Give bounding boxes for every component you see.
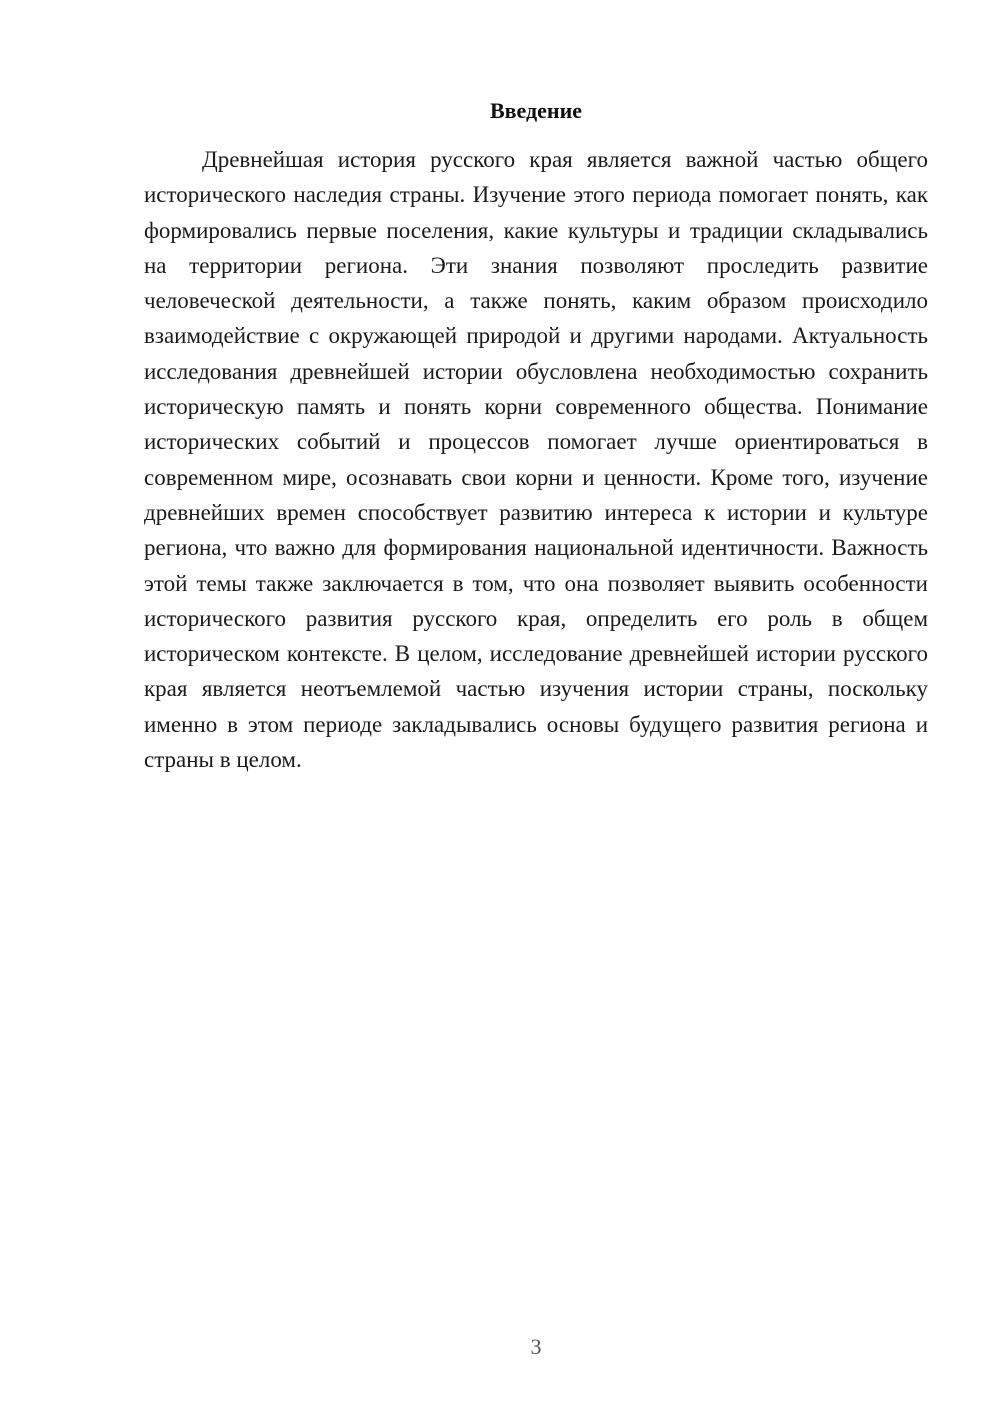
section-title: Введение (489, 98, 583, 123)
page-number: 3 (530, 1334, 542, 1359)
introduction-paragraph: Древнейшая история русского края является важной частью общего исторического наследия страны. Изучение этого периода помогает понять, как формировались первые поселения, какие культуры и традиции складывались на территории региона. Эти знания позволяют проследить развитие человеческой деятельности, а также понять, каким образом происходило взаимодействие с окружающей природой и другими народами. Актуальность исследования древнейшей истории обусловлена необходимостью сохранить историческую память и понять корни современного общества. Понимание исторических событий и процессов помогает лучше ориентироваться в современном мире, осознавать свои корни и ценности. Кроме того, изучение древнейших времен способствует развитию интереса к истории и культуре региона, что важно для формирования национальной идентичности. Важность этой темы также заключается в том, что она позволяет выявить особенности исторического развития русского края, определить его роль в общем историческом контексте. В целом, исследование древнейшей истории русского края является неотъемлемой частью изучения истории страны, поскольку именно в этом периоде закладывались основы будущего развития региона и страны в целом. (144, 147, 928, 773)
